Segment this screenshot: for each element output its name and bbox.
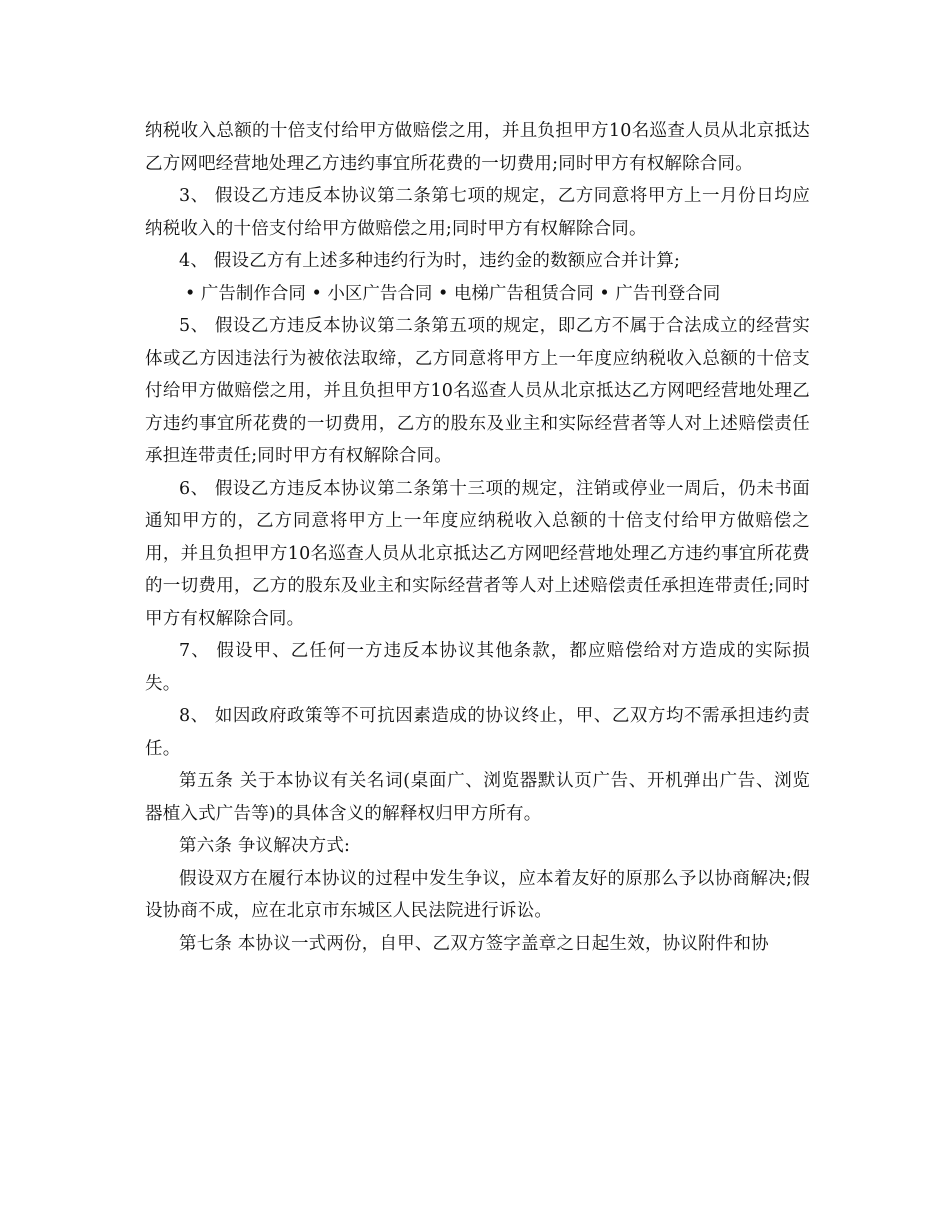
paragraph: 第六条 争议解决方式: [179,836,351,856]
paragraph: 5、 假设乙方违反本协议第二条第五项的规定，即乙方不属于合法成立的经营实体或乙方因违法行为被依法取缔，乙方同意将甲方上一年度应纳税收入总额的十倍支付给甲方做赔偿之用，并且负担甲方10名巡查人员从北京抵达乙方网吧经营地处理乙方违约事宜所花费的一切费用，乙方的股东及业主和实际经营者等人对上述赔偿责任承担连带责任;同时甲方有权解除合同。 [145,316,810,466]
paragraph: 6、 假设乙方违反本协议第二条第十三项的规定，注销或停业一周后，仍未书面通知甲方的，乙方同意将甲方上一年度应纳税收入总额的十倍支付给甲方做赔偿之用，并且负担甲方10名巡查人员从北京抵达乙方网吧经营地处理乙方违约事宜所花费的一切费用，乙方的股东及业主和实际经营者等人对上述赔偿责任承担连带责任;同时甲方有权解除合同。 [145,478,810,629]
related-links [145,278,810,311]
paragraph: 纳税收入总额的十倍支付给甲方做赔偿之用，并且负担甲方10名巡查人员从北京抵达乙方网吧经营地处理乙方违约事宜所花费的一切费用;同时甲方有权解除合同。 [145,121,810,174]
link-community-ad-contract[interactable]: • 小区广告合同 [311,284,432,304]
paragraph: 第七条 本协议一式两份，自甲、乙双方签字盖章之日起生效，协议附件和协 [179,933,769,954]
paragraph: 4、 假设乙方有上述多种违约行为时，违约金的数额应合并计算; [179,251,681,271]
paragraph: 假设双方在履行本协议的过程中发生争议，应本着友好的原那么予以协商解决;假设协商不成，应在北京市东城区人民法院进行诉讼。 [145,868,810,921]
link-elevator-ad-lease-contract[interactable]: • 电梯广告租赁合同 [438,284,594,304]
paragraph: 3、 假设乙方违反本协议第二条第七项的规定，乙方同意将甲方上一月份日均应纳税收入的十倍支付给甲方做赔偿之用;同时甲方有权解除合同。 [145,186,810,239]
link-ad-production-contract[interactable]: • 广告制作合同 [185,284,306,304]
paragraph: 7、 假设甲、乙任何一方违反本协议其他条款，都应赔偿给对方造成的实际损失。 [145,641,810,694]
paragraph: 8、 如因政府政策等不可抗因素造成的协议终止，甲、乙双方均不需承担违约责任。 [145,706,810,759]
paragraph: 第五条 关于本协议有关名词(桌面广、浏览器默认页广告、开机弹出广告、浏览器植入式广告等)的具体含义的解释权归甲方所有。 [145,771,810,824]
document-page [145,115,810,960]
link-ad-placement-contract[interactable]: • 广告刊登合同 [599,284,720,304]
